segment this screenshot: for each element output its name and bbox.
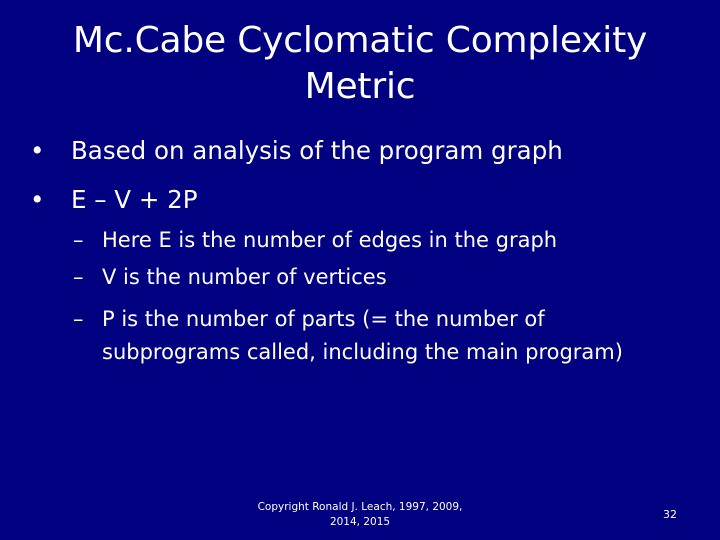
bullet-marker: •	[30, 136, 45, 165]
copyright-line-1: Copyright Ronald J. Leach, 1997, 2009,	[257, 501, 463, 513]
sub-bullet-text: P is the number of parts (= the number of	[102, 307, 545, 331]
sub-bullet-marker: –	[73, 307, 84, 331]
slide-title-line-1: Mc.Cabe Cyclomatic Complexity	[72, 20, 648, 61]
sub-bullet-marker: –	[73, 265, 84, 289]
sub-bullet-text: Here E is the number of edges in the graph	[102, 228, 558, 252]
copyright-line-2: 2014, 2015	[329, 516, 391, 528]
sub-bullet-continuation-text: subprograms called, including the main program)	[102, 340, 623, 364]
sub-bullet-text: V is the number of vertices	[102, 265, 387, 289]
sub-bullet-marker: –	[73, 228, 84, 252]
bullet-text: Based on analysis of the program graph	[71, 136, 563, 165]
bullet-text: E – V + 2P	[71, 185, 198, 214]
slide-title-line-2: Metric	[304, 66, 416, 107]
slide-footer	[250, 500, 470, 530]
page-number: 32	[663, 508, 677, 521]
slide-title	[20, 18, 700, 110]
bullet-marker: •	[30, 185, 45, 214]
